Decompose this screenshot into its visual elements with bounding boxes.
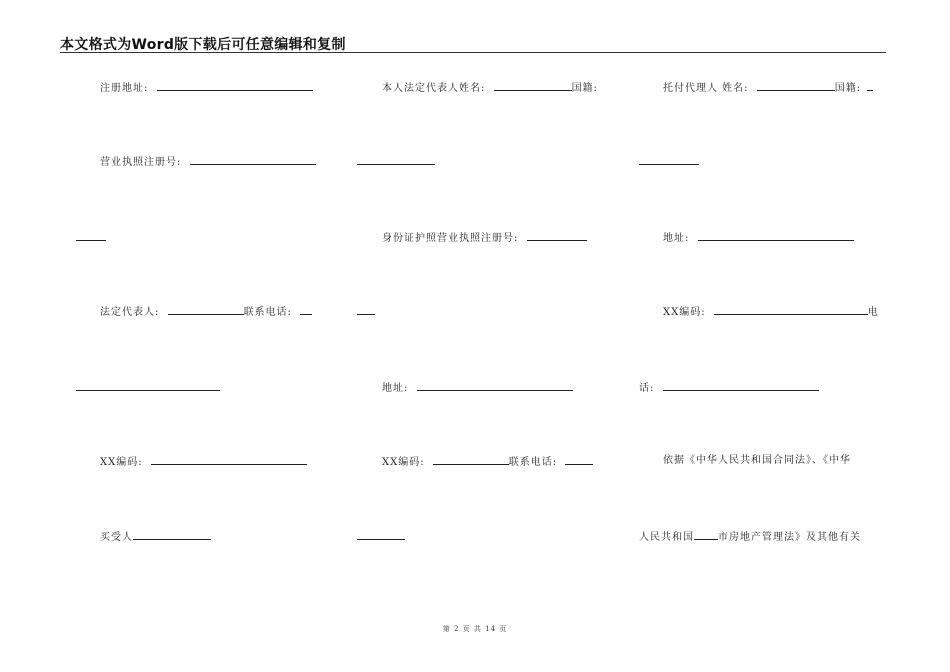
col2-phone-label: 联系电话: bbox=[508, 457, 558, 468]
col1-postal-blank bbox=[151, 454, 307, 465]
legal-rep-label: 法定代表人: bbox=[100, 307, 160, 318]
col3-phone-line bbox=[639, 380, 819, 396]
phone-continuation bbox=[76, 380, 220, 396]
col3-postal-line bbox=[663, 304, 879, 320]
col3-address-label: 地址: bbox=[663, 233, 690, 244]
col1-postal-line bbox=[100, 454, 307, 470]
col2-nationality-continuation bbox=[357, 154, 435, 170]
reg-address-blank bbox=[157, 80, 313, 91]
agent-name-line bbox=[663, 80, 873, 96]
col3-phone-tail: 电 bbox=[867, 307, 879, 318]
id-license-continuation bbox=[357, 304, 375, 320]
col2-address-label: 地址: bbox=[382, 383, 409, 394]
legal-basis-text-1: 依据《中华人民共和国合同法》、《中华 bbox=[663, 455, 851, 466]
col3-nationality-label: 国籍: bbox=[834, 83, 862, 94]
col2-address-blank bbox=[417, 380, 573, 391]
license-no-continuation bbox=[76, 230, 106, 246]
page-label: 第 bbox=[442, 625, 451, 633]
license-no-blank bbox=[190, 154, 316, 165]
col1-phone-label: 联系电话: bbox=[243, 307, 292, 318]
reg-address-line bbox=[100, 80, 313, 96]
document-header-title: 本文格式为Word版下载后可任意编辑和复制 bbox=[60, 37, 346, 53]
legal-basis-text-2a: 人民共和国 bbox=[639, 532, 694, 543]
col3-address-blank bbox=[698, 230, 854, 241]
col2-postal-label: XX编码: bbox=[382, 457, 425, 468]
total-label: 共 bbox=[473, 625, 482, 633]
col2-phone-continuation bbox=[357, 529, 405, 545]
col2-phone-blank-cont bbox=[357, 529, 405, 540]
agent-name-blank bbox=[757, 80, 835, 91]
buyer-blank bbox=[133, 529, 211, 540]
col1-phone-blank-cont bbox=[76, 380, 220, 391]
col3-postal-blank bbox=[714, 304, 868, 315]
col1-phone-blank bbox=[300, 304, 312, 315]
page-unit: 页 bbox=[462, 625, 471, 633]
license-no-label: 营业执照注册号: bbox=[100, 157, 182, 168]
id-license-label: 身份证护照营业执照注册号: bbox=[382, 233, 519, 244]
header-divider bbox=[60, 52, 886, 53]
buyer-line bbox=[100, 529, 211, 545]
col3-address-line bbox=[663, 230, 854, 246]
id-license-blank-cont bbox=[357, 304, 375, 315]
col3-nationality-blank bbox=[867, 80, 873, 91]
legal-basis-text-2b: 市房地产管理法》及其他有关 bbox=[718, 532, 861, 543]
id-license-blank bbox=[527, 230, 587, 241]
personal-rep-blank bbox=[494, 80, 572, 91]
legal-basis-line-2 bbox=[639, 529, 861, 545]
legal-basis-line-1 bbox=[663, 454, 851, 468]
col2-postal-blank bbox=[433, 454, 509, 465]
personal-rep-line bbox=[382, 80, 598, 96]
legal-rep-blank bbox=[168, 304, 244, 315]
page-footer bbox=[0, 624, 950, 634]
total-pages: 14 bbox=[485, 625, 497, 633]
personal-rep-label: 本人法定代表人姓名: bbox=[382, 83, 486, 94]
legal-rep-line bbox=[100, 304, 312, 320]
col2-postal-line bbox=[382, 454, 593, 470]
col3-phone-head: 话: bbox=[639, 383, 655, 394]
id-license-line bbox=[382, 230, 587, 246]
col3-postal-label: XX编码: bbox=[663, 307, 706, 318]
col3-phone-blank bbox=[663, 380, 819, 391]
col2-nationality-blank bbox=[357, 154, 435, 165]
col3-nationality-continuation bbox=[639, 154, 699, 170]
col2-phone-blank bbox=[565, 454, 593, 465]
agent-name-label: 托付代理人 姓名: bbox=[663, 83, 749, 94]
city-name-blank bbox=[694, 529, 718, 540]
col1-postal-label: XX编码: bbox=[100, 457, 143, 468]
reg-address-label: 注册地址: bbox=[100, 83, 149, 94]
total-unit: 页 bbox=[499, 625, 508, 633]
page-number: 2 bbox=[453, 625, 460, 633]
license-no-line bbox=[100, 154, 316, 170]
buyer-label: 买受人 bbox=[100, 532, 133, 543]
license-no-blank-cont bbox=[76, 230, 106, 241]
col2-nationality-label: 国籍: bbox=[571, 83, 598, 94]
col3-nationality-blank-cont bbox=[639, 154, 699, 165]
col2-address-line bbox=[382, 380, 573, 396]
